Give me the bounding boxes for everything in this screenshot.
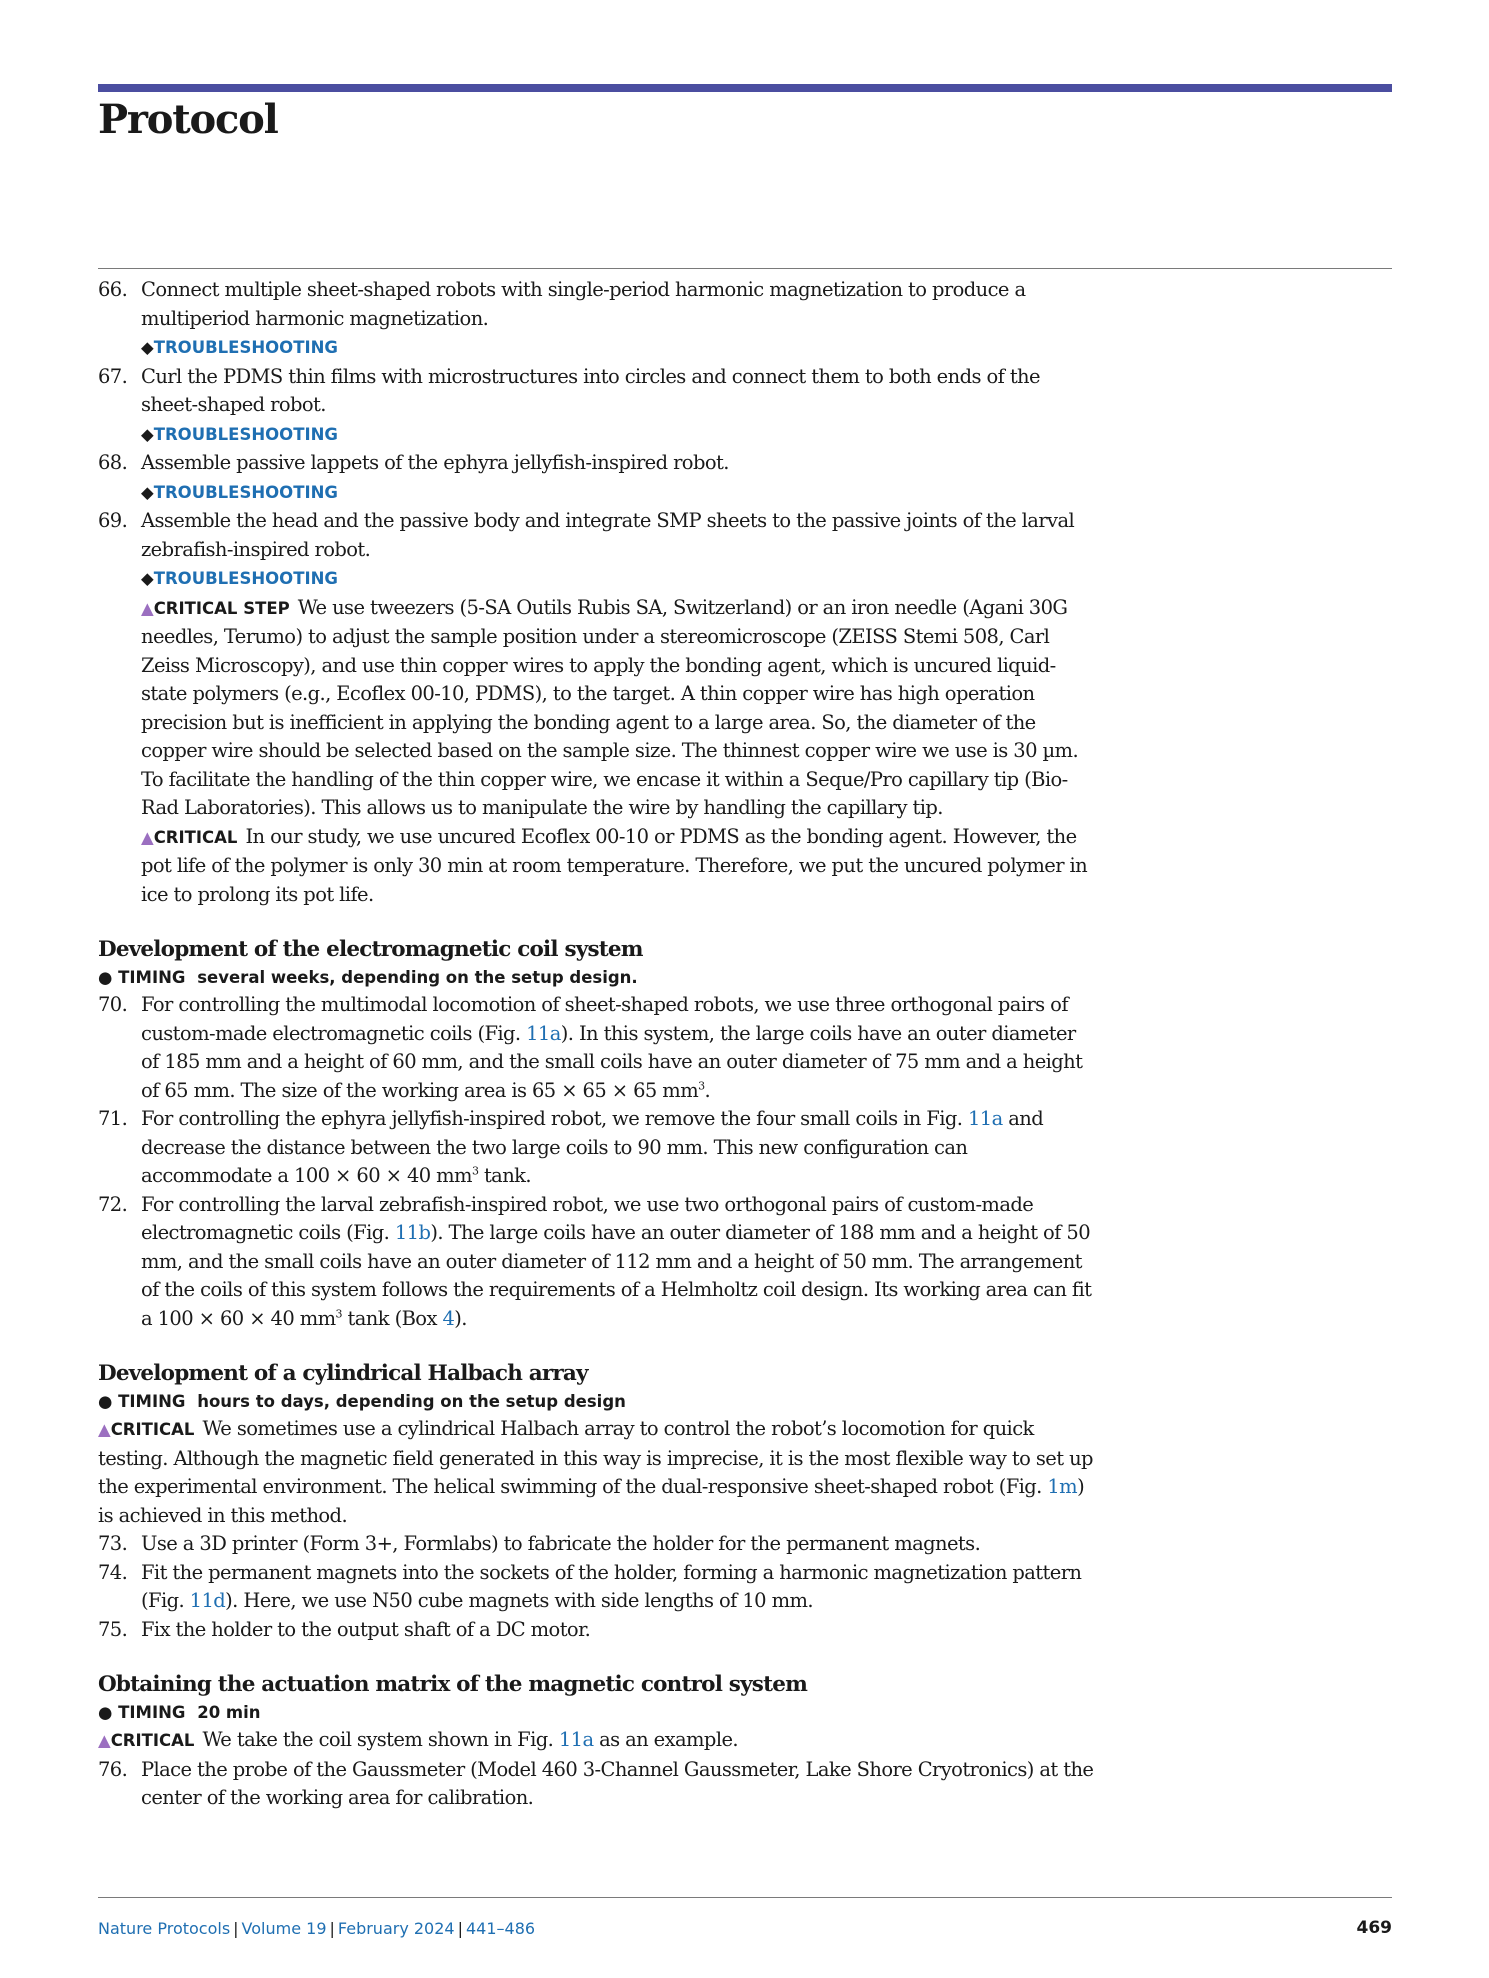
timing-label: TIMING [118,1392,186,1411]
step-number: 75. [98,1617,128,1641]
superscript: 3 [471,1164,479,1178]
figure-link-11a[interactable]: 11a [526,1021,561,1045]
bullet-icon: ● [98,1703,113,1722]
diamond-icon: ◆ [141,338,154,357]
timing-halbach-array [98,1389,1098,1415]
step-text: For controlling the ephyra jellyfish-inspired robot, we remove the four small coils in Fig. [141,1107,968,1130]
step-68 [98,449,1098,478]
figure-link-11b[interactable]: 11b [394,1221,431,1244]
step-text: and decrease the distance between the two large coils to 90 mm. This new configuration can accommodate a 100 × 60 × 40 mm [141,1107,1044,1187]
footer-citation [98,1919,535,1938]
critical-note-halbach [98,1415,1098,1530]
critical-step-note [98,594,1098,823]
timing-label: TIMING [118,968,186,987]
timing-value: several weeks, depending on the setup design. [197,968,638,987]
diamond-icon: ◆ [141,424,154,444]
superscript: 3 [335,1307,342,1320]
diamond-icon: ◆ [141,569,154,588]
triangle-icon: ▲ [98,1731,111,1750]
triangle-icon: ▲ [141,827,154,847]
step-text: Use a 3D printer (Form 3+, Formlabs) to fabricate the holder for the permanent magnets. [141,1532,981,1555]
section-heading-coil-system: Development of the electromagnetic coil system [98,937,643,962]
step-75 [98,1616,1098,1645]
step-text: For controlling the multimodal locomotion of sheet-shaped robots, we use three orthogonal pairs of custom-made electromagnetic coils (Fig. [141,993,1068,1045]
step-69 [98,507,1098,564]
triangle-icon: ▲ [141,598,154,618]
step-number: 71. [98,1107,128,1130]
step-text: ). In this system, the large coils have an outer diameter of 185 mm and a height of 60 mm, and the small coils have an outer diameter of 75 mm and a height of 65 mm. The size of the working area is 65 × 65 × 65 mm [141,1021,1083,1102]
step-number: 67. [98,364,128,388]
step-text: ). The large coils have an outer diameter of 188 mm and a height of 50 mm, and the small coils have an outer diameter of 112 mm and a height of 50 mm. The arrangement of the coils of this system follows the requirements of a Helmholtz coil design. Its working area can fit a 100 × 60 × 40 mm [141,1221,1092,1330]
superscript: 3 [698,1079,705,1092]
timing-label: TIMING [118,1703,186,1722]
step-text: Assemble passive lappets of the ephyra jellyfish-inspired robot. [141,451,729,474]
critical-label: CRITICAL [110,1420,195,1439]
critical-text: as an example. [593,1728,738,1751]
step-text: Fix the holder to the output shaft of a DC motor. [141,1617,591,1641]
footer-rule [98,1897,1392,1898]
critical-step-label: CRITICAL STEP [153,598,290,618]
critical-label: CRITICAL [110,1731,195,1750]
troubleshooting-link-66[interactable] [98,333,1098,363]
critical-text: ) is achieved in this method. [98,1475,1085,1527]
footer-separator: | [329,1919,335,1938]
critical-step-text: We use tweezers (5-SA Outils Rubis SA, Switzerland) or an iron needle (Agani 30G needles, Terumo) to adjust the sample position under a stereomicroscope (ZEISS Stemi 508, Carl Zeiss Microscopy), and use thin copper wires to apply the bonding agent, which is uncured liquid-state polymers (e.g., Ecoflex 00-10, PDMS), to the target. A thin copper wire has high operation precision but is inefficient in applying the bonding agent to a large area. So, the diameter of the copper wire should be selected based on the sample size. The thinnest copper wire we use is 30 µm. To facilitate the handling of the thin copper wire, we encase it within a Seque/Pro capillary tip (Bio-Rad Laboratories). This allows us to manipulate the wire by handling the capillary tip. [141,595,1079,819]
troubleshooting-link-68[interactable] [98,478,1098,508]
step-text: ). Here, we use N50 cube magnets with side lengths of 10 mm. [225,1589,813,1612]
journal-date: February 2024 [337,1919,455,1938]
journal-volume: Volume 19 [241,1919,327,1938]
step-text: tank (Box [341,1306,443,1330]
step-text: Fit the permanent magnets into the sockets of the holder, forming a harmonic magnetization pattern (Fig. [141,1560,1082,1612]
figure-link-11a[interactable]: 11a [967,1107,1003,1130]
critical-text: In our study, we use uncured Ecoflex 00-10 or PDMS as the bonding agent. However, the pot life of the polymer is only 30 min at room temperature. Therefore, we put the uncured polymer in ice to prolong its pot life. [141,824,1088,906]
footer-separator: | [233,1919,239,1938]
diamond-icon: ◆ [141,482,154,502]
critical-note-matrix [98,1726,1098,1756]
troubleshooting-link-69[interactable] [98,564,1098,594]
triangle-icon: ▲ [98,1420,111,1439]
step-number: 66. [98,278,128,301]
timing-value: hours to days, depending on the setup design [197,1392,626,1411]
box-link-4[interactable]: 4 [442,1306,455,1330]
step-number: 70. [98,993,128,1016]
journal-name: Nature Protocols [98,1919,231,1938]
troubleshooting-link-67[interactable] [98,420,1098,450]
critical-text: We take the coil system shown in Fig. [202,1728,559,1751]
step-number: 73. [98,1532,128,1555]
step-72 [98,1191,1098,1334]
step-number: 76. [98,1757,128,1781]
critical-label: CRITICAL [153,827,238,847]
step-text: Connect multiple sheet-shaped robots with single-period harmonic magnetization to produce a multiperiod harmonic magnetization. [141,278,1026,330]
timing-coil-system [98,965,1098,991]
step-text: Place the probe of the Gaussmeter (Model 460 3-Channel Gaussmeter, Lake Shore Cryotronics) at the center of the working area for calibration. [141,1757,1094,1809]
page-title: Protocol [98,96,278,143]
step-text: ). [454,1306,467,1330]
bullet-icon: ● [98,1392,113,1411]
section-heading-actuation-matrix: Obtaining the actuation matrix of the magnetic control system [98,1672,808,1697]
journal-pages: 441–486 [465,1919,536,1938]
bullet-icon: ● [98,968,113,987]
main-content [98,276,1098,1813]
step-74 [98,1559,1098,1616]
step-73 [98,1530,1098,1559]
timing-actuation-matrix [98,1700,1098,1726]
step-text: Assemble the head and the passive body and integrate SMP sheets to the passive joints of the larval zebrafish-inspired robot. [141,509,1075,561]
step-number: 69. [98,509,128,532]
step-text: Curl the PDMS thin films with microstructures into circles and connect them to both ends of the sheet-shaped robot. [141,364,1040,416]
step-66 [98,276,1098,333]
figure-link-11d[interactable]: 11d [189,1589,226,1612]
figure-link-11a[interactable]: 11a [558,1728,594,1751]
step-number: 72. [98,1192,128,1216]
footer-separator: | [457,1919,463,1938]
troubleshooting-label: TROUBLESHOOTING [153,424,338,444]
troubleshooting-label: TROUBLESHOOTING [153,338,338,357]
step-71 [98,1105,1098,1191]
step-text: For controlling the larval zebrafish-inspired robot, we use two orthogonal pairs of custom-made electromagnetic coils (Fig. [141,1192,1034,1244]
troubleshooting-label: TROUBLESHOOTING [153,569,338,588]
step-76 [98,1756,1098,1813]
troubleshooting-label: TROUBLESHOOTING [153,482,338,502]
critical-note [98,823,1098,910]
section-heading-halbach-array: Development of a cylindrical Halbach array [98,1361,588,1386]
step-text: tank. [478,1164,531,1187]
header-color-bar [98,84,1392,92]
step-number: 68. [98,451,128,474]
critical-text: We sometimes use a cylindrical Halbach array to control the robot’s locomotion for quick testing. Although the magnetic field generated in this way is imprecise, it is the most flexible way to set up the experimental environment. The helical swimming of the dual-responsive sheet-shaped robot (Fig. [98,1417,1093,1498]
top-rule [98,268,1392,269]
step-67 [98,363,1098,420]
page-number: 469 [1356,1918,1392,1938]
step-number: 74. [98,1560,128,1584]
step-70 [98,991,1098,1105]
figure-link-1m[interactable]: 1m [1047,1475,1078,1498]
step-text: . [704,1078,711,1102]
timing-value: 20 min [197,1703,261,1722]
